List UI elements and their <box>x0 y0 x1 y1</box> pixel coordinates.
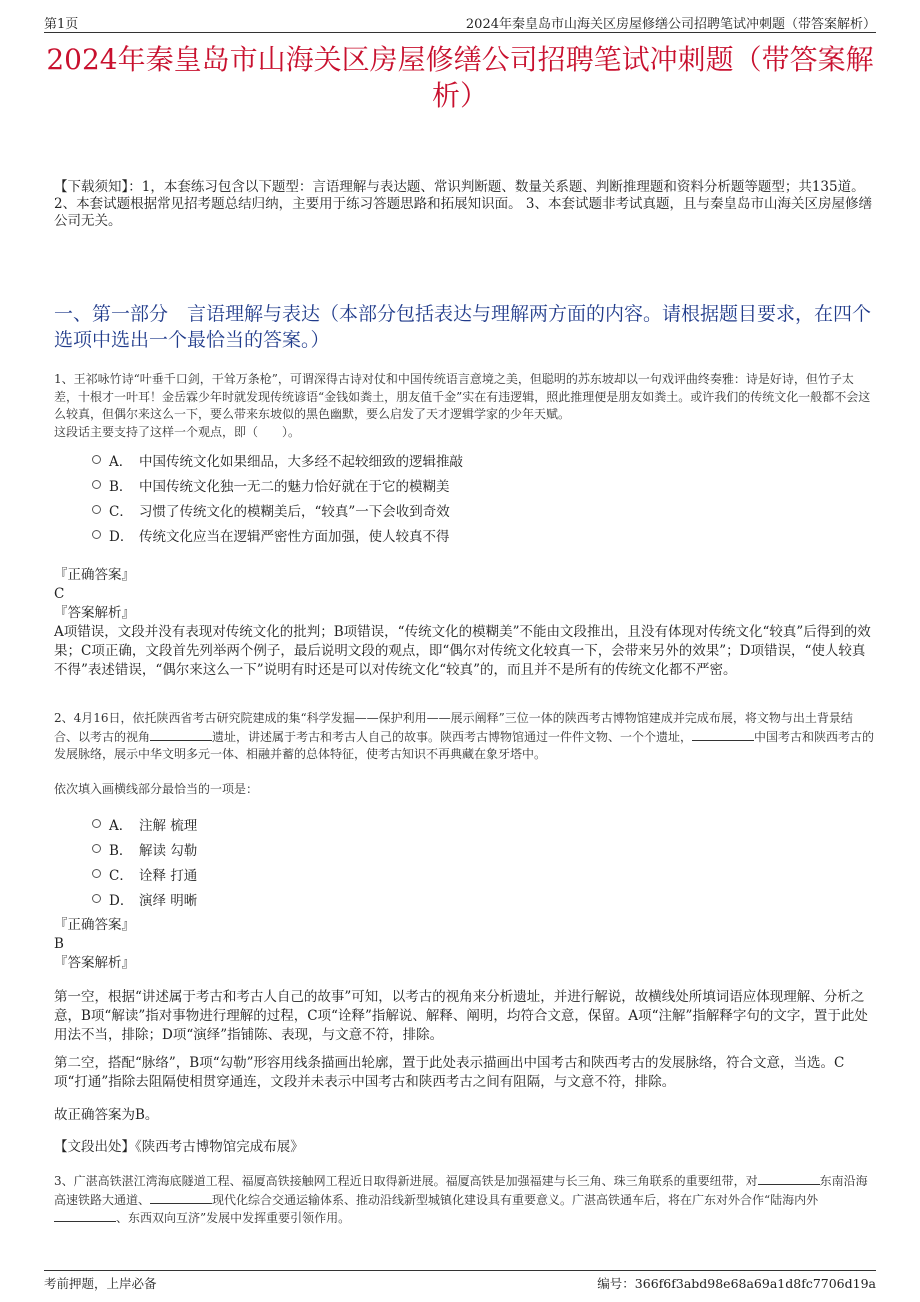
option-b[interactable]: B． 解读 勾勒 <box>92 836 197 861</box>
section-heading: 一、第一部分 言语理解与表达（本部分包括表达与理解两方面的内容。请根据题目要求，在四个选项中选出一个最恰当的答案。） <box>54 303 872 351</box>
answer-conclusion: 故正确答案为B。 <box>54 1107 159 1123</box>
source-note: 【文段出处】《陕西考古博物馆完成布展》 <box>54 1139 304 1155</box>
question-2-answer <box>54 916 872 973</box>
page-number: 第1页 <box>44 17 79 32</box>
option-d[interactable]: D． 演绎 明晰 <box>92 886 197 911</box>
option-a[interactable]: A． 中国传统文化如果细品，大多经不起较细致的逻辑推敲 <box>92 447 463 472</box>
radio-icon[interactable] <box>92 844 101 853</box>
answer-label: 『正确答案』 <box>54 917 135 933</box>
header-doc-title: 2024年秦皇岛市山海关区房屋修缮公司招聘笔试冲刺题（带答案解析） <box>465 17 876 32</box>
fill-blank <box>150 1191 212 1204</box>
analysis-label: 『答案解析』 <box>54 605 135 621</box>
option-b[interactable]: B． 中国传统文化独一无二的魅力恰好就在于它的模糊美 <box>92 472 463 497</box>
question-1-prompt: 这段话主要支持了这样一个观点，即（ ）。 <box>54 424 301 439</box>
radio-icon[interactable] <box>92 894 101 903</box>
analysis-label: 『答案解析』 <box>54 955 135 971</box>
radio-icon[interactable] <box>92 480 101 489</box>
page-header <box>44 10 876 33</box>
question-1-stem <box>54 371 876 441</box>
option-a[interactable]: A． 注解 梳理 <box>92 811 197 836</box>
fill-blank <box>54 1209 116 1222</box>
document-id: 编号：366f6f3abd98e68a69a1d8fc7706d19a <box>597 1276 876 1291</box>
radio-icon[interactable] <box>92 455 101 464</box>
radio-icon[interactable] <box>92 819 101 828</box>
option-c[interactable]: C． 诠释 打通 <box>92 861 197 886</box>
answer-value: C <box>54 586 65 602</box>
option-c[interactable]: C． 习惯了传统文化的模糊美后，“较真”一下会收到奇效 <box>92 497 463 522</box>
question-3-stem: 3、广湛高铁湛江湾海底隧道工程、福厦高铁接触网工程近日取得新进展。福厦高铁是加强福建与长三角、珠三角联系的重要纽带，对 东南沿海高速铁路大通道、 现代化综合交通运输体系、推动沿线新型城镇化建设具有重要意义。广湛高铁通车后，将在广东对外合作“陆海内外、东西双向互济”发展中发挥重要引领作用。 <box>54 1174 868 1225</box>
answer-label: 『正确答案』 <box>54 567 135 583</box>
question-2-options <box>92 811 197 911</box>
download-notice: 【下载须知】：1，本套练习包含以下题型：言语理解与表达题、常识判断题、数量关系题、判断推理题和资料分析题等题型；共135道。 2、本套试题根据常见招考题总结归纳，主要用于练习答题思路和拓展知识面。 3、本套试题非考试真题，且与秦皇岛市山海关区房屋修缮公司无关。 <box>54 179 872 229</box>
fill-blank <box>692 728 754 741</box>
radio-icon[interactable] <box>92 869 101 878</box>
question-1-options <box>92 447 463 547</box>
radio-icon[interactable] <box>92 505 101 514</box>
radio-icon[interactable] <box>92 530 101 539</box>
analysis-text: A项错误，文段并没有表现对传统文化的批判；B项错误，“传统文化的模糊美”不能由文段推出，且没有体现对传统文化“较真”后得到的效果；C项正确，文段首先列举两个例子，最后说明文段的观点，即“偶尔对传统文化较真一下，会带来另外的效果”；D项错误，“使人较真不得”表述错误，“偶尔来这么一下”说明有时还是可以对传统文化“较真”的，而且并不是所有的传统文化都不严密。 <box>54 624 871 678</box>
option-d[interactable]: D． 传统文化应当在逻辑严密性方面加强，使人较真不得 <box>92 522 463 547</box>
answer-value: B <box>54 936 64 952</box>
question-1-text: 1、王祁咏竹诗“叶垂千口剑，干耸万条枪”，可谓深得古诗对仗和中国传统语言意境之美，但聪明的苏东坡却以一句戏评曲终奏雅：诗是好诗，但竹子太差，十根才一叶耳！金岳霖少年时就发现传统谚语“金钱如粪土，朋友值千金”实在有违逻辑，照此推理便是朋友如粪土。或许我们的传统文化一般都不会这么较真，但偶尔来这么一下，要么带来东坡似的黑色幽默，要么启发了天才逻辑学家的少年天赋。 <box>54 372 871 421</box>
question-2-stem: 2、4月16日，依托陕西省考古研究院建成的集“科学发掘——保护利用——展示阐释”三位一体的陕西考古博物馆建成并完成布展，将文物与出土背景结合、以考古的视角 遗址，讲述属于考古和考古人自己的故事。陕西考古博物馆通过一件件文物、一个个遗址， 中国考古和陕西考古的发展脉络，展示中华文明多元一体、相融并蓄的总体特征，使考古知识不再典藏在象牙塔中。 <box>54 711 875 761</box>
fill-blank <box>758 1172 820 1185</box>
fill-blank <box>150 728 212 741</box>
document-title: 2024年秦皇岛市山海关区房屋修缮公司招聘笔试冲刺题（带答案解析） <box>46 43 874 112</box>
footer-slogan: 考前押题，上岸必备 <box>44 1276 157 1291</box>
analysis-paragraph-2: 第二空，搭配“脉络”，B项“勾勒”形容用线条描画出轮廓，置于此处表示描画出中国考古和陕西考古的发展脉络，符合文意，当选。C项“打通”指除去阻隔使相贯穿通连，文段并未表示中国考古和陕西考古之间有阻隔，与文意不符，排除。 <box>54 1055 845 1090</box>
question-1-answer <box>54 566 872 680</box>
question-2-prompt: 依次填入画横线部分最恰当的一项是： <box>54 782 259 796</box>
page-footer <box>44 1270 876 1291</box>
analysis-paragraph-1: 第一空，根据“讲述属于考古和考古人自己的故事”可知，以考古的视角来分析遗址，并进行解说，故横线处所填词语应体现理解、分析之意，B项“解读”指对事物进行理解的过程，C项“诠释”指解说、解释、阐明，均符合文意，保留。A项“注解”指解释字句的文字，置于此处用法不当，排除；D项“演绎”指铺陈、表现，与文意不符，排除。 <box>54 989 868 1043</box>
